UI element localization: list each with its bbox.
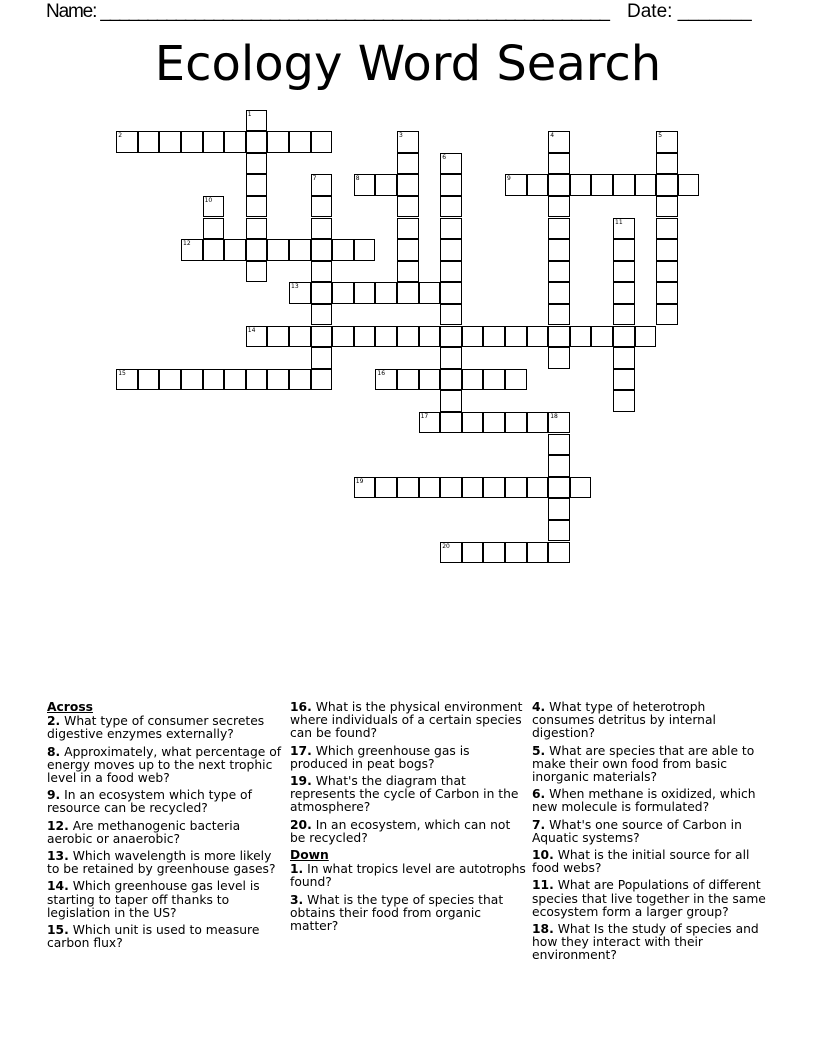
grid-cell[interactable] [548, 520, 570, 542]
grid-cell[interactable] [440, 282, 462, 304]
down-clue [532, 819, 770, 845]
grid-cell[interactable] [462, 369, 484, 391]
cell-number: 17 [420, 412, 429, 420]
grid-cell[interactable] [311, 261, 333, 283]
cell-number: 18 [550, 412, 558, 420]
clue-text: What type of consumer secretes digestive enzymes externally? [47, 714, 265, 742]
cell-number: 8 [355, 175, 360, 183]
grid-cell[interactable] [656, 282, 678, 304]
grid-cell[interactable] [289, 282, 311, 304]
across-clue [47, 880, 285, 920]
grid-cell[interactable] [138, 369, 160, 391]
clue-text: What is the type of species that obtains their food from organic matter? [290, 892, 504, 934]
grid-cell[interactable] [613, 261, 635, 283]
grid-cell[interactable] [440, 261, 462, 283]
cell-number: 7 [312, 175, 317, 183]
grid-cell[interactable] [289, 239, 311, 261]
clue-text: Which greenhouse gas level is starting to taper off thanks to legislation in the US? [47, 879, 260, 920]
grid-cell[interactable] [613, 218, 635, 240]
grid-cell[interactable] [440, 326, 462, 348]
cell-number: 1 [247, 110, 252, 118]
grid-cell[interactable] [440, 304, 462, 326]
down-clue [532, 849, 770, 875]
down-heading: Down [290, 848, 329, 863]
clue-text: What Is the study of species and how they interact with their environment? [532, 922, 759, 963]
clue-text: Which greenhouse gas is produced in peat bogs? [290, 743, 470, 771]
grid-cell[interactable] [570, 326, 592, 348]
grid-cell[interactable] [203, 239, 225, 261]
grid-cell[interactable] [548, 261, 570, 283]
grid-cell[interactable] [548, 326, 570, 348]
clues-column-1 [47, 701, 285, 954]
grid-cell[interactable] [311, 369, 333, 391]
across-clue [290, 775, 528, 815]
grid-cell[interactable] [527, 326, 549, 348]
grid-cell[interactable] [419, 326, 441, 348]
grid-cell[interactable] [440, 174, 462, 196]
cell-number: 15 [118, 369, 126, 377]
grid-cell[interactable] [267, 239, 289, 261]
clue-text: What are Populations of different species that live together in the same ecosystem form a larger group? [532, 878, 766, 919]
across-clue [47, 820, 285, 846]
grid-cell[interactable] [613, 282, 635, 304]
grid-cell[interactable] [311, 196, 333, 218]
grid-cell[interactable] [181, 131, 203, 153]
grid-cell[interactable] [246, 261, 268, 283]
grid-cell[interactable] [548, 434, 570, 456]
grid-cell[interactable] [397, 218, 419, 240]
clue-text: What's the diagram that represents the cycle of Carbon in the atmosphere? [290, 774, 519, 815]
across-clue [47, 746, 285, 786]
grid-cell[interactable] [527, 477, 549, 499]
name-field-label: Name: ______________________________________________________ [46, 1, 609, 22]
grid-cell[interactable] [505, 477, 527, 499]
clue-number: 16. [290, 700, 312, 714]
grid-cell[interactable] [613, 347, 635, 369]
grid-cell[interactable] [548, 218, 570, 240]
grid-cell[interactable] [548, 412, 570, 434]
across-clue [290, 701, 528, 741]
grid-cell[interactable] [397, 174, 419, 196]
cell-number: 20 [442, 542, 450, 550]
grid-cell[interactable] [354, 326, 376, 348]
grid-cell[interactable] [267, 326, 289, 348]
clue-text: Which unit is used to measure carbon flux? [47, 923, 260, 951]
grid-cell[interactable] [375, 174, 397, 196]
page-title: Ecology Word Search [154, 36, 662, 92]
grid-cell[interactable] [138, 131, 160, 153]
grid-cell[interactable] [354, 477, 376, 499]
grid-cell[interactable] [483, 477, 505, 499]
grid-cell[interactable] [375, 369, 397, 391]
clue-text: What is the initial source for all food webs? [532, 848, 750, 876]
cell-number: 4 [550, 132, 555, 140]
clue-text: What's one source of Carbon in Aquatic systems? [532, 817, 742, 845]
clue-number: 11. [532, 878, 554, 893]
grid-cell[interactable] [440, 390, 462, 412]
grid-cell[interactable] [397, 239, 419, 261]
down-clue [532, 745, 770, 785]
grid-cell[interactable] [462, 326, 484, 348]
clue-text: In an ecosystem which type of resource can be recycled? [47, 788, 252, 816]
grid-cell[interactable] [354, 282, 376, 304]
clues-column-2 [290, 701, 528, 937]
grid-cell[interactable] [397, 196, 419, 218]
grid-cell[interactable] [311, 282, 333, 304]
clue-number: 15. [47, 923, 69, 938]
across-clue [47, 924, 285, 950]
clue-number: 9. [47, 788, 61, 803]
grid-cell[interactable] [224, 369, 246, 391]
grid-cell[interactable] [656, 196, 678, 218]
clue-number: 18. [532, 922, 554, 937]
grid-cell[interactable] [613, 390, 635, 412]
grid-cell[interactable] [397, 131, 419, 153]
grid-cell[interactable] [246, 196, 268, 218]
grid-cell[interactable] [246, 153, 268, 175]
grid-cell[interactable] [375, 477, 397, 499]
grid-cell[interactable] [116, 131, 138, 153]
grid-cell[interactable] [332, 239, 354, 261]
grid-cell[interactable] [267, 369, 289, 391]
clue-text: Which wavelength is more likely to be retained by greenhouse gases? [47, 849, 276, 877]
grid-cell[interactable] [591, 326, 613, 348]
grid-cell[interactable] [246, 174, 268, 196]
across-clue [47, 850, 285, 876]
grid-cell[interactable] [548, 282, 570, 304]
clue-text: Are methanogenic bacteria aerobic or anaerobic? [47, 818, 241, 846]
grid-cell[interactable] [311, 131, 333, 153]
grid-cell[interactable] [311, 239, 333, 261]
clue-text: In what tropics level are autotrophs found? [290, 862, 526, 890]
grid-cell[interactable] [397, 477, 419, 499]
grid-cell[interactable] [440, 239, 462, 261]
grid-cell[interactable] [656, 304, 678, 326]
clue-text: What type of heterotroph consumes detritus by internal digestion? [532, 700, 716, 741]
cell-number: 16 [377, 369, 386, 377]
clue-text: Approximately, what percentage of energy moves up to the next trophic level in a food web? [47, 744, 282, 786]
down-clue [532, 701, 770, 741]
across-clue [290, 745, 528, 771]
grid-cell[interactable] [246, 110, 268, 132]
grid-cell[interactable] [246, 218, 268, 240]
clue-number: 12. [47, 818, 69, 833]
grid-cell[interactable] [440, 369, 462, 391]
grid-cell[interactable] [354, 239, 376, 261]
clue-number: 6. [532, 787, 546, 802]
grid-cell[interactable] [505, 369, 527, 391]
cell-number: 11 [615, 218, 623, 226]
grid-cell[interactable] [613, 326, 635, 348]
clue-number: 19. [290, 774, 312, 789]
grid-cell[interactable] [613, 304, 635, 326]
grid-cell[interactable] [203, 131, 225, 153]
grid-cell[interactable] [527, 174, 549, 196]
grid-cell[interactable] [440, 347, 462, 369]
clue-number: 1. [290, 862, 304, 877]
grid-cell[interactable] [440, 412, 462, 434]
grid-cell[interactable] [311, 347, 333, 369]
clue-number: 17. [290, 743, 312, 758]
grid-cell[interactable] [570, 477, 592, 499]
grid-cell[interactable] [548, 153, 570, 175]
down-clue [290, 863, 528, 889]
grid-cell[interactable] [332, 282, 354, 304]
grid-cell[interactable] [548, 304, 570, 326]
down-clue [290, 894, 528, 934]
grid-cell[interactable] [246, 239, 268, 261]
grid-cell[interactable] [203, 196, 225, 218]
clue-number: 7. [532, 817, 546, 832]
cell-number: 9 [507, 175, 511, 183]
cell-number: 3 [399, 132, 403, 140]
grid-cell[interactable] [419, 282, 441, 304]
grid-cell[interactable] [678, 174, 700, 196]
grid-cell[interactable] [548, 347, 570, 369]
grid-cell[interactable] [397, 261, 419, 283]
grid-cell[interactable] [246, 326, 268, 348]
grid-cell[interactable] [548, 542, 570, 564]
grid-cell[interactable] [656, 153, 678, 175]
grid-cell[interactable] [289, 326, 311, 348]
grid-cell[interactable] [116, 369, 138, 391]
grid-cell[interactable] [419, 477, 441, 499]
grid-cell[interactable] [375, 282, 397, 304]
grid-cell[interactable] [440, 153, 462, 175]
grid-cell[interactable] [527, 542, 549, 564]
grid-cell[interactable] [483, 542, 505, 564]
grid-cell[interactable] [397, 153, 419, 175]
cell-number: 5 [658, 132, 663, 140]
clue-number: 10. [532, 848, 554, 863]
grid-cell[interactable] [656, 239, 678, 261]
grid-cell[interactable] [483, 369, 505, 391]
grid-cell[interactable] [462, 412, 484, 434]
grid-cell[interactable] [548, 455, 570, 477]
grid-cell[interactable] [505, 412, 527, 434]
grid-cell[interactable] [267, 131, 289, 153]
grid-cell[interactable] [483, 326, 505, 348]
grid-cell[interactable] [311, 174, 333, 196]
cell-number: 2 [118, 132, 123, 140]
grid-cell[interactable] [419, 369, 441, 391]
grid-cell[interactable] [289, 369, 311, 391]
date-field-label: Date: _______ [627, 1, 752, 22]
down-clue [532, 788, 770, 814]
grid-cell[interactable] [440, 196, 462, 218]
clue-number: 14. [47, 879, 69, 894]
clue-number: 2. [47, 714, 61, 729]
grid-cell[interactable] [548, 477, 570, 499]
grid-cell[interactable] [159, 369, 181, 391]
grid-cell[interactable] [462, 542, 484, 564]
grid-cell[interactable] [548, 196, 570, 218]
grid-cell[interactable] [462, 477, 484, 499]
grid-cell[interactable] [548, 498, 570, 520]
cell-number: 19 [355, 477, 364, 485]
grid-cell[interactable] [570, 174, 592, 196]
down-clue [532, 923, 770, 963]
cell-number: 13 [291, 283, 299, 291]
cell-number: 14 [247, 326, 256, 334]
grid-cell[interactable] [203, 218, 225, 240]
grid-cell[interactable] [289, 131, 311, 153]
grid-cell[interactable] [397, 326, 419, 348]
clue-text: When methane is oxidized, which new molecule is formulated? [532, 787, 756, 815]
grid-cell[interactable] [397, 282, 419, 304]
clues-column-3 [532, 701, 770, 967]
grid-cell[interactable] [397, 369, 419, 391]
grid-cell[interactable] [483, 412, 505, 434]
grid-cell[interactable] [181, 239, 203, 261]
clue-number: 5. [532, 743, 546, 758]
grid-cell[interactable] [548, 131, 570, 153]
grid-cell[interactable] [311, 326, 333, 348]
grid-cell[interactable] [635, 174, 657, 196]
clue-number: 13. [47, 849, 69, 864]
grid-cell[interactable] [311, 218, 333, 240]
across-heading: Across [47, 700, 93, 714]
grid-cell[interactable] [635, 326, 657, 348]
grid-cell[interactable] [311, 304, 333, 326]
down-clue [532, 879, 770, 919]
clue-text: What is the physical environment where individuals of a certain species can be found? [290, 700, 523, 741]
clue-text: What are species that are able to make their own food from basic inorganic materials? [532, 743, 755, 785]
grid-cell[interactable] [656, 174, 678, 196]
grid-cell[interactable] [527, 412, 549, 434]
grid-cell[interactable] [656, 261, 678, 283]
grid-cell[interactable] [419, 412, 441, 434]
grid-cell[interactable] [548, 239, 570, 261]
across-clue [47, 715, 285, 741]
across-clue [47, 789, 285, 815]
grid-cell[interactable] [181, 369, 203, 391]
grid-cell[interactable] [440, 218, 462, 240]
cell-number: 10 [204, 196, 213, 204]
grid-cell[interactable] [613, 174, 635, 196]
grid-cell[interactable] [656, 218, 678, 240]
grid-cell[interactable] [656, 131, 678, 153]
grid-cell[interactable] [159, 131, 181, 153]
grid-cell[interactable] [440, 477, 462, 499]
grid-cell[interactable] [613, 369, 635, 391]
grid-cell[interactable] [354, 174, 376, 196]
grid-cell[interactable] [440, 542, 462, 564]
across-clue [290, 819, 528, 845]
grid-cell[interactable] [203, 369, 225, 391]
grid-cell[interactable] [505, 542, 527, 564]
grid-cell[interactable] [224, 131, 246, 153]
grid-cell[interactable] [332, 326, 354, 348]
clue-number: 8. [47, 744, 61, 759]
clue-text: In an ecosystem, which can not be recycled? [290, 817, 511, 845]
clue-number: 4. [532, 700, 546, 714]
grid-cell[interactable] [505, 326, 527, 348]
grid-cell[interactable] [375, 326, 397, 348]
grid-cell[interactable] [246, 369, 268, 391]
grid-cell[interactable] [505, 174, 527, 196]
cell-number: 6 [442, 153, 447, 161]
clue-number: 20. [290, 817, 312, 832]
grid-cell[interactable] [224, 239, 246, 261]
grid-cell[interactable] [246, 131, 268, 153]
grid-cell[interactable] [613, 239, 635, 261]
grid-cell[interactable] [548, 174, 570, 196]
clue-number: 3. [290, 892, 304, 907]
grid-cell[interactable] [591, 174, 613, 196]
cell-number: 12 [183, 240, 191, 248]
